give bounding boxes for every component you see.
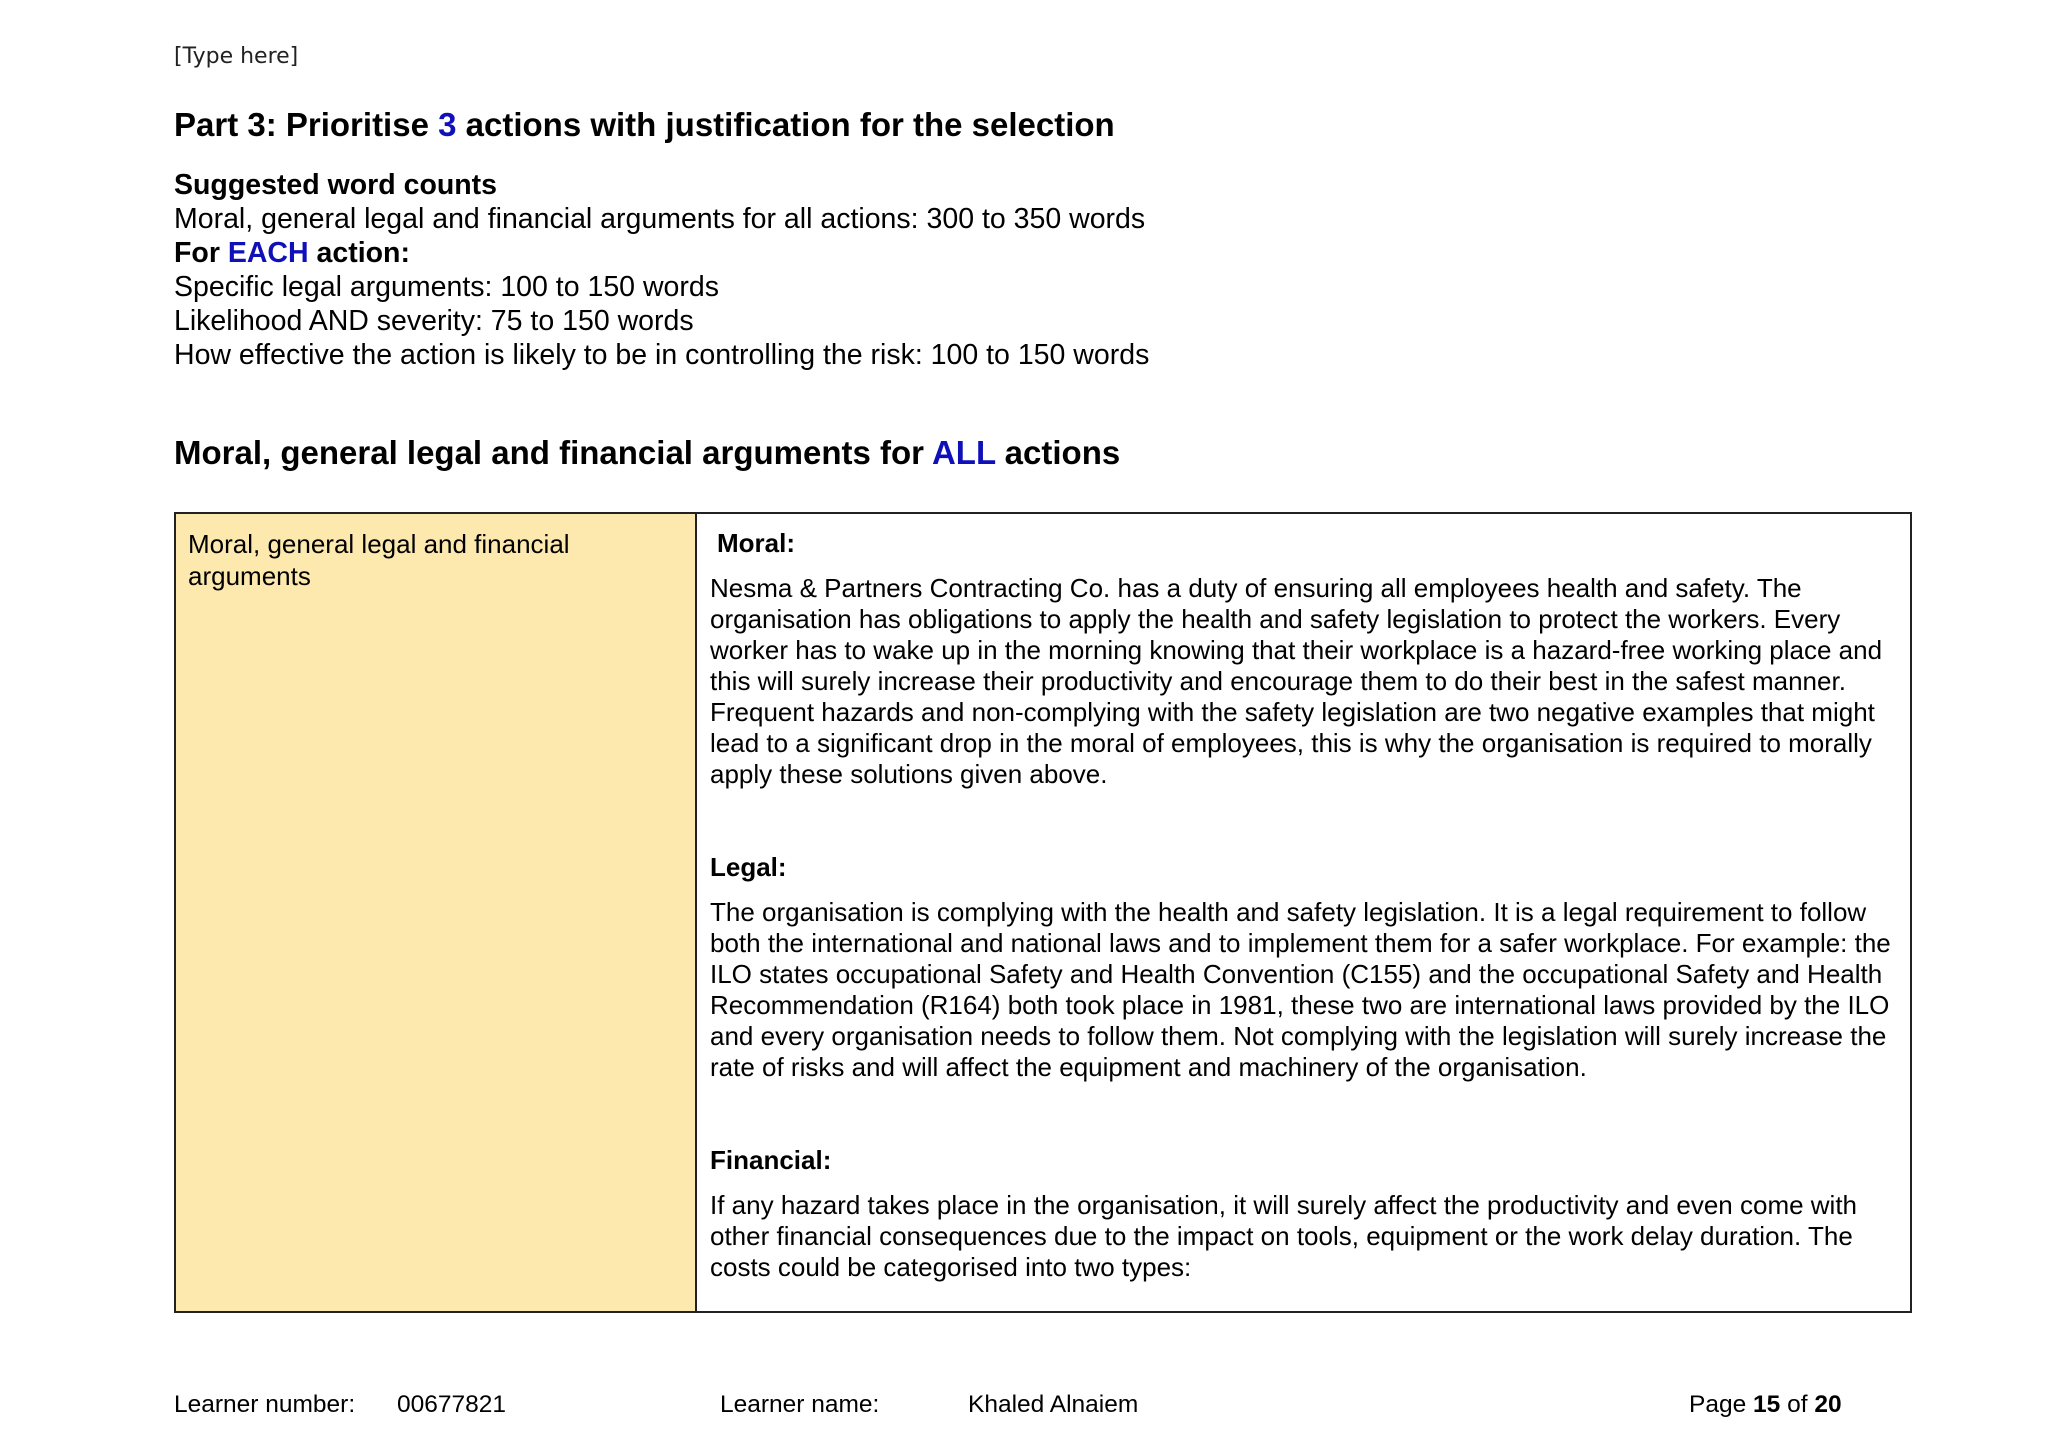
each-word: EACH <box>227 237 309 269</box>
legal-heading: Legal: <box>710 852 787 882</box>
word-count-item: Specific legal arguments: 100 to 150 words <box>174 271 719 303</box>
arguments-table <box>174 512 1912 1313</box>
arguments-label: Moral, general legal and financial arguments <box>188 529 570 591</box>
learner-name-label: Learner name: <box>720 1391 880 1418</box>
page-current: 15 <box>1753 1391 1781 1418</box>
word-count-each-heading <box>174 236 1149 270</box>
header-placeholder: [Type here] <box>174 44 299 69</box>
learner-number-label: Learner number: <box>174 1391 356 1418</box>
part-title-number: 3 <box>438 106 457 143</box>
section-title-accent: ALL <box>931 434 996 471</box>
financial-heading: Financial: <box>710 1145 832 1175</box>
learner-number: 00677821 <box>397 1391 507 1418</box>
word-counts-heading: Suggested word counts <box>174 169 498 201</box>
moral-paragraph: Nesma & Partners Contracting Co. has a duty of ensuring all employees health and safety. The organisation has obligations to apply the health and safety legislation to protect the workers. Every worker has to wake up in the morning knowing that their workplace is a hazard-free working place and this will surely increase their productivity and encourage them to do their best in the safest manner. Frequent hazards and non-complying with the safety legislation are two negative examples that might lead to a significant drop in the moral of employees, this is why the organisation is required to morally apply these solutions given above. <box>710 573 1883 789</box>
page-of: of <box>1787 1391 1808 1418</box>
page-total: 20 <box>1814 1391 1842 1418</box>
part-title <box>174 106 1115 144</box>
section-title <box>174 434 1120 472</box>
word-count-item: Likelihood AND severity: 75 to 150 words <box>174 305 694 337</box>
legal-paragraph: The organisation is complying with the health and safety legislation. It is a legal requirement to follow both the international and national laws and to implement them for a safer workplace. For example: the ILO states occupational Safety and Health Convention (C155) and the occupational Safety and Health Recommendation (R164) both took place in 1981, these two are international laws provided by the ILO and every organisation needs to follow them. Not complying with the legislation will surely increase the rate of risks and will affect the equipment and machinery of the organisation. <box>710 897 1891 1082</box>
page-word: Page <box>1689 1391 1747 1418</box>
financial-paragraph: If any hazard takes place in the organisation, it will surely affect the productivity and even come with other financial consequences due to the impact on tools, equipment or the work delay duration. The costs could be categorised into two types: <box>710 1190 1858 1282</box>
each-prefix: For <box>174 237 228 269</box>
learner-name: Khaled Alnaiem <box>968 1391 1139 1418</box>
part-title-suffix: actions with justification for the selection <box>456 106 1115 143</box>
arguments-label-cell <box>176 514 697 1311</box>
page-indicator <box>1689 1391 1842 1419</box>
section-title-prefix: Moral, general legal and financial arguments for <box>174 434 932 471</box>
word-count-item: How effective the action is likely to be in controlling the risk: 100 to 150 words <box>174 339 1150 371</box>
each-suffix: action: <box>308 237 410 269</box>
arguments-content-cell[interactable] <box>697 514 1910 1311</box>
moral-heading: Moral: <box>717 528 795 558</box>
word-counts-block <box>174 168 1149 372</box>
part-title-prefix: Part 3: Prioritise <box>174 106 439 143</box>
section-title-suffix: actions <box>995 434 1121 471</box>
word-count-all-actions: Moral, general legal and financial arguments for all actions: 300 to 350 words <box>174 203 1146 235</box>
